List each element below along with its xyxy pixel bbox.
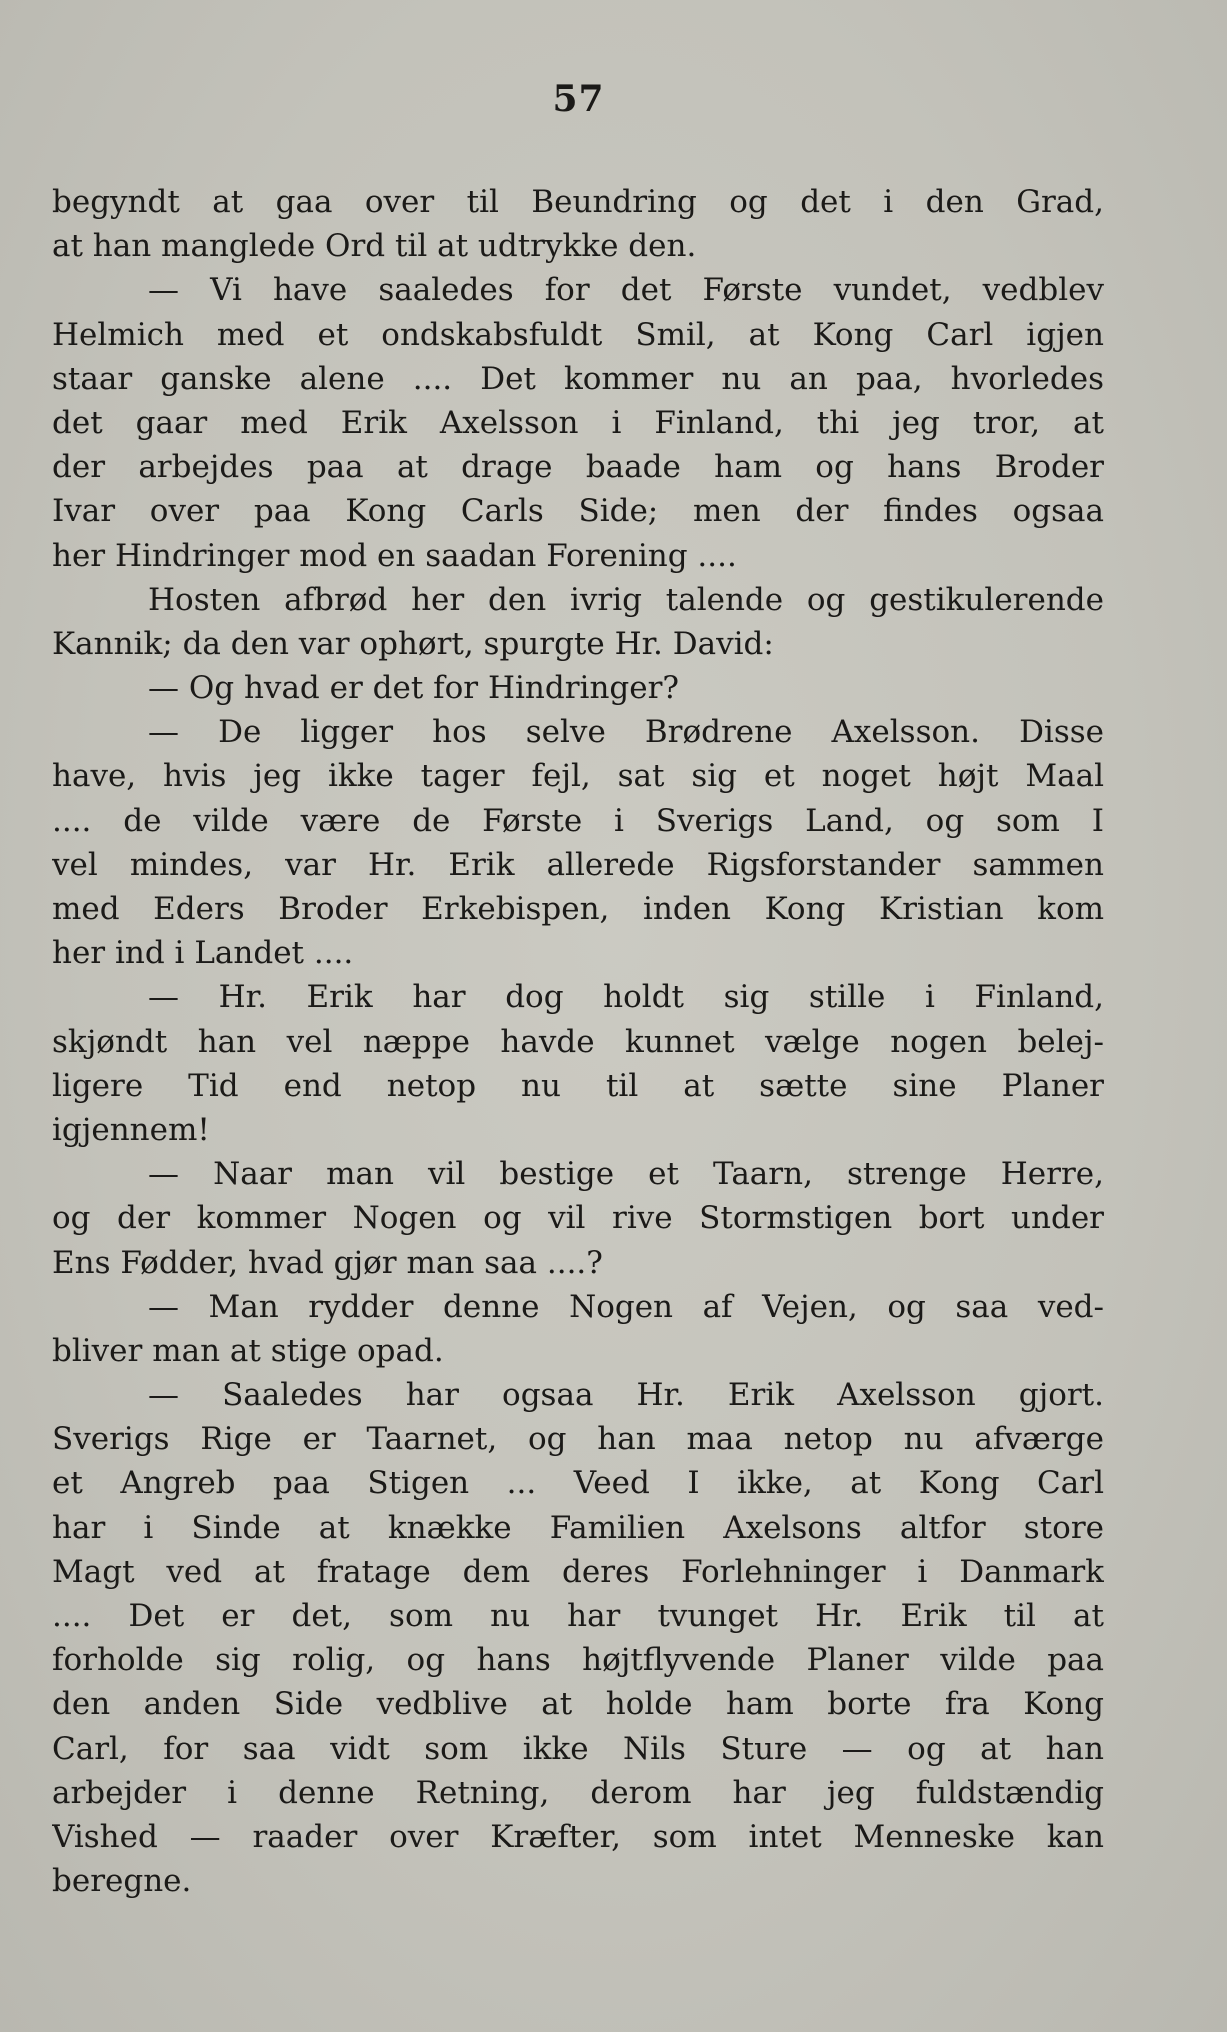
text-line: — Og hvad er det for Hindringer?	[148, 670, 680, 707]
text-line: Vished — raader over Kræfter, som intet Menneske kan	[52, 1818, 1104, 1855]
text-line: med Eders Broder Erkebispen, inden Kong Kristian kom	[52, 891, 1104, 927]
text-line: have, hvis jeg ikke tager fejl, sat sig et noget højt Maal	[52, 758, 1104, 795]
text-line: at han manglede Ord til at udtrykke den.	[52, 228, 697, 265]
body-text	[52, 180, 1104, 1903]
page-number: 57	[552, 78, 605, 120]
text-line: beregne.	[52, 1863, 192, 1900]
text-line: her ind i Landet ....	[52, 935, 354, 972]
text-line: Ivar over paa Kong Carls Side; men der findes ogsaa	[52, 493, 1104, 530]
text-line: ligere Tid end netop nu til at sætte sine Planer	[52, 1067, 1104, 1104]
text-line: — Saaledes har ogsaa Hr. Erik Axelsson gjort.	[148, 1377, 1104, 1414]
text-line: og der kommer Nogen og vil rive Stormstigen bort under	[52, 1200, 1104, 1237]
text-line: Ens Fødder, hvad gjør man saa ....?	[52, 1244, 603, 1281]
text-line: har i Sinde at knække Familien Axelsons altfor store	[52, 1509, 1104, 1546]
text-line: Hosten afbrød her den ivrig talende og gestikulerende	[148, 581, 1104, 618]
text-line: — Hr. Erik har dog holdt sig stille i Finland,	[148, 979, 1104, 1016]
text-line: her Hindringer mod en saadan Forening ....	[52, 537, 737, 574]
text-line: forholde sig rolig, og hans højtflyvende Planer vilde paa	[52, 1642, 1104, 1679]
text-line: igjennem!	[52, 1111, 210, 1148]
text-line: Sverigs Rige er Taarnet, og han maa netop nu afværge	[52, 1421, 1104, 1458]
text-line: Helmich med et ondskabsfuldt Smil, at Kong Carl igjen	[52, 316, 1104, 353]
text-line: begyndt at gaa over til Beundring og det i den Grad,	[52, 184, 1104, 220]
text-line: skjøndt han vel næppe havde kunnet vælge nogen belej-	[52, 1023, 1104, 1060]
text-line: den anden Side vedblive at holde ham borte fra Kong	[52, 1686, 1104, 1723]
text-line: staar ganske alene .... Det kommer nu an paa, hvorledes	[52, 360, 1104, 397]
text-line: arbejder i denne Retning, derom har jeg fuldstændig	[52, 1774, 1104, 1811]
text-line: Magt ved at fratage dem deres Forlehninger i Danmark	[52, 1553, 1104, 1590]
text-line: Carl, for saa vidt som ikke Nils Sture — og at han	[52, 1730, 1104, 1767]
text-line: vel mindes, var Hr. Erik allerede Rigsforstander sammen	[52, 846, 1104, 883]
text-line: et Angreb paa Stigen ... Veed I ikke, at Kong Carl	[52, 1465, 1104, 1502]
text-line: — Naar man vil bestige et Taarn, strenge Herre,	[148, 1156, 1104, 1193]
text-line: det gaar med Erik Axelsson i Finland, thi jeg tror, at	[52, 404, 1104, 441]
text-line: bliver man at stige opad.	[52, 1332, 444, 1369]
text-line: .... de vilde være de Første i Sverigs Land, og som I	[52, 802, 1104, 839]
text-line: — Vi have saaledes for det Første vundet, vedblev	[148, 272, 1104, 309]
text-line: — De ligger hos selve Brødrene Axelsson. Disse	[148, 714, 1104, 751]
text-line: der arbejdes paa at drage baade ham og hans Broder	[52, 449, 1104, 486]
text-line: .... Det er det, som nu har tvunget Hr. Erik til at	[52, 1598, 1104, 1634]
text-line: — Man rydder denne Nogen af Vejen, og saa ved-	[148, 1288, 1104, 1325]
text-line: Kannik; da den var ophørt, spurgte Hr. David:	[52, 625, 774, 662]
